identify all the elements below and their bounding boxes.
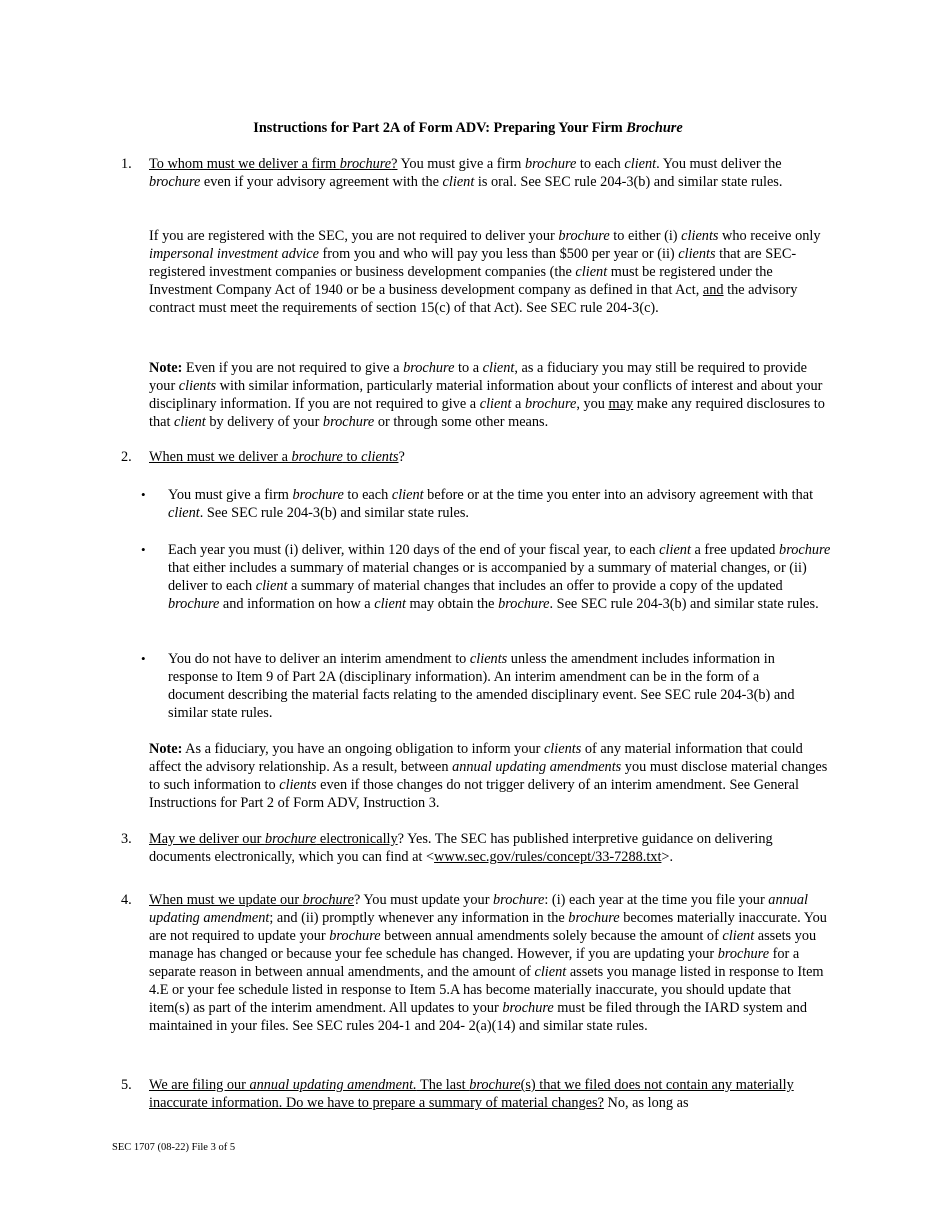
sec-guidance-link[interactable]: www.sec.gov/rules/concept/33-7288.txt — [434, 849, 662, 865]
item-5-question: We are filing our annual updating amendment. The last brochure(s) that we filed does not contain any materially inaccurate information. Do we have to prepare a summary of material changes? — [149, 1077, 794, 1111]
note-label: Note: — [149, 741, 183, 757]
item-2-note: Note: As a fiduciary, you have an ongoing obligation to inform your clients of any material information that could affect the advisory relationship. As a result, between annual updating amendments you must disclose material changes to such information to clients even if those changes do not trigger delivery of an interim amendment. See General Instructions for Part 2 of Form ADV, Instruction 3. — [149, 741, 828, 811]
bullet-3: • — [141, 651, 146, 666]
item-1-paragraph: To whom must we deliver a firm brochure? You must give a firm brochure to each client. You must deliver the brochure even if your advisory agreement with the client is oral. See SEC rule 204-3(b) and similar state rules. — [149, 156, 783, 190]
item-4-paragraph: When must we update our brochure? You must update your brochure: (i) each year at the time you file your annual updating amendment; and (ii) promptly whenever any information in the brochure becomes materially inaccurate. You are not required to update your brochure between annual amendments solely because the amount of client assets you manage has changed or because your fee schedule has changed. However, if you are updating your brochure for a separate reason in between annual amendments, and the amount of client assets you manage listed in response to Item 4.E or your fee schedule listed in response to Item 5.A has become materially inaccurate, you should update that item(s) as part of the interim amendment. All updates to your brochure must be filed through the IARD system and maintained in your files. See SEC rules 204-1 and 204- 2(a)(14) and similar state rules. — [149, 892, 827, 1034]
item-2-bullet-2: Each year you must (i) deliver, within 120 days of the end of your fiscal year, to each client a free updated brochure that either includes a summary of material changes or is accompanied by a summary of material changes, or (ii) deliver to each client a summary of material changes that includes an offer to provide a copy of the updated brochure and information on how a client may obtain the brochure. See SEC rule 204-3(b) and similar state rules. — [168, 542, 831, 612]
bullet-2: • — [141, 542, 146, 557]
page-footer: SEC 1707 (08-22) File 3 of 5 — [112, 1142, 236, 1153]
item-5-number: 5. — [121, 1077, 132, 1093]
note-label: Note: — [149, 360, 183, 376]
item-1-exemption-paragraph: If you are registered with the SEC, you are not required to deliver your brochure to either (i) clients who receive only impersonal investment advice from you and who will pay you less than $500 per year or (ii) clients that are SEC-registered investment companies or business development companies (the client must be registered under the Investment Company Act of 1940 or be a business development company as defined in that Act, and the advisory contract must meet the requirements of section 15(c) of that Act). See SEC rule 204-3(c). — [149, 228, 821, 316]
bullet-1: • — [141, 487, 146, 502]
item-2-question: When must we deliver a brochure to clients? — [149, 449, 405, 465]
item-2-bullet-1: You must give a firm brochure to each client before or at the time you enter into an advisory agreement with that client. See SEC rule 204-3(b) and similar state rules. — [168, 487, 814, 521]
item-3-number: 3. — [121, 831, 132, 847]
page-title: Instructions for Part 2A of Form ADV: Preparing Your Firm Brochure — [253, 120, 683, 136]
item-5-paragraph: We are filing our annual updating amendment. The last brochure(s) that we filed does not contain any materially inaccurate information. Do we have to prepare a summary of material changes? No, as long as — [149, 1077, 794, 1111]
item-2-bullet-3: You do not have to deliver an interim amendment to clients unless the amendment includes information in response to Item 9 of Part 2A (disciplinary information). An interim amendment can be in the form of a document describing the material facts relating to the amended disciplinary event. See SEC rule 204-3(b) and similar state rules. — [168, 651, 795, 721]
item-3-paragraph: May we deliver our brochure electronically? Yes. The SEC has published interpretive guidance on delivering documents electronically, which you can find at <www.sec.gov/rules/concept/33-7288.txt>. — [149, 831, 773, 865]
item-2-number: 2. — [121, 449, 132, 465]
item-3-question: May we deliver our brochure electronically — [149, 831, 398, 847]
item-1-number: 1. — [121, 156, 132, 172]
item-1-note: Note: Even if you are not required to give a brochure to a client, as a fiduciary you may still be required to provide your clients with similar information, particularly material information about your conflicts of interest and about your disciplinary information. If you are not required to give a client a brochure, you may make any required disclosures to that client by delivery of your brochure or through some other means. — [149, 360, 825, 430]
item-4-number: 4. — [121, 892, 132, 908]
item-4-question: When must we update our brochure — [149, 892, 355, 908]
item-1-question: To whom must we deliver a firm brochure? — [149, 156, 398, 172]
